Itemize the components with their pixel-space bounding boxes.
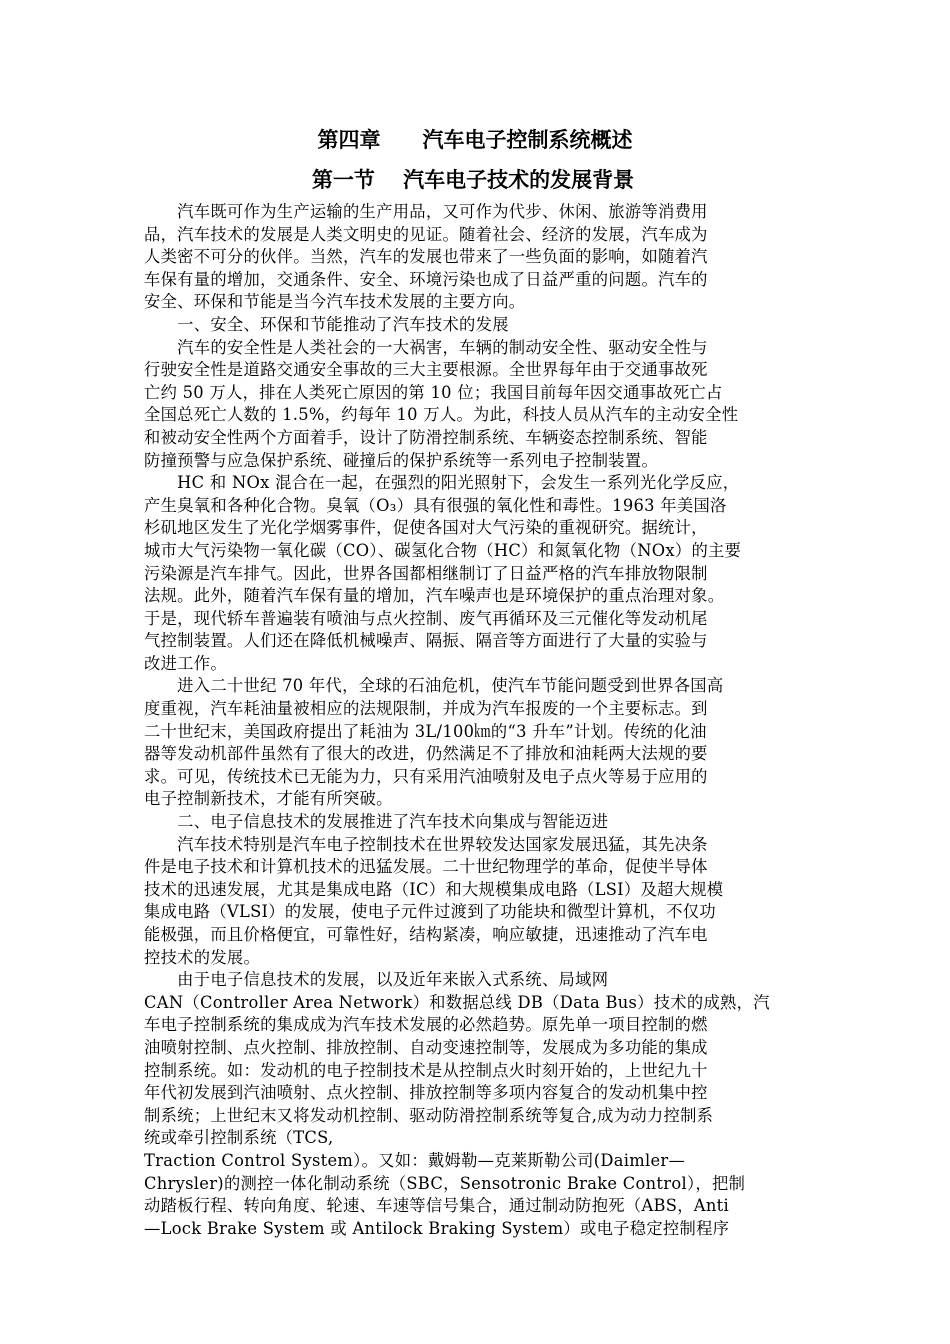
text-line: —Lock Brake System 或 Antilock Braking System）或电子稳定控制程序 bbox=[144, 1218, 730, 1238]
text-line: 统或牵引控制系统（TCS, bbox=[144, 1128, 334, 1148]
text-line: 汽车技术特别是汽车电子控制技术在世界较发达国家发展迅猛，其先决条 bbox=[144, 834, 708, 854]
text-line: 气控制装置。人们还在降低机械噪声、隔振、隔音等方面进行了大量的实验与 bbox=[144, 631, 708, 651]
text-line: 产生臭氧和各种化合物。臭氧（O₃）具有很强的氧化性和毒性。1963 年美国洛 bbox=[144, 495, 727, 515]
text-line: 能极强，而且价格便宜，可靠性好，结构紧凑，响应敏捷，迅速推动了汽车电 bbox=[144, 925, 708, 944]
text-line: 车保有量的增加，交通条件、安全、环境污染也成了日益严重的问题。汽车的 bbox=[144, 269, 708, 289]
text-line: 一、安全、环保和节能推动了汽车技术的发展 bbox=[144, 314, 509, 334]
text-line: 由于电子信息技术的发展，以及近年来嵌入式系统、局域网 bbox=[144, 970, 609, 990]
text-line: 动踏板行程、转向角度、轮速、车速等信号集合，通过制动防抱死（ABS，Anti bbox=[144, 1196, 729, 1216]
text-line: 汽车既可作为生产运输的生产用品，又可作为代步、休闲、旅游等消费用 bbox=[144, 202, 708, 221]
text-line: 车电子控制系统的集成成为汽车技术发展的必然趋势。原先单一项目控制的燃 bbox=[144, 1015, 708, 1035]
text-line: 亡约 50 万人，排在人类死亡原因的第 10 位；我国目前每年因交通事故死亡占 bbox=[144, 382, 723, 402]
text-line: 油喷射控制、点火控制、排放控制、自动变速控制等，发展成为多功能的集成 bbox=[144, 1037, 708, 1057]
text-line: 控制系统。如：发动机的电子控制技术是从控制点火时刻开始的，上世纪九十 bbox=[144, 1060, 708, 1080]
text-line: 城市大气污染物一氧化碳（CO）、碳氢化合物（HC）和氮氧化物（NOx）的主要 bbox=[144, 540, 742, 560]
text-line: 电子控制新技术，才能有所突破。 bbox=[144, 789, 393, 809]
text-line: 安全、环保和节能是当今汽车技术发展的主要方向。 bbox=[144, 292, 526, 312]
text-line: 行驶安全性是道路交通安全事故的三大主要根源。全世界每年由于交通事故死 bbox=[144, 360, 708, 380]
text-line: 集成电路（VLSI）的发展，使电子元件过渡到了功能块和微型计算机，不仅功 bbox=[144, 902, 716, 922]
text-line: 进入二十世纪 70 年代，全球的石油危机，使汽车节能问题受到世界各国高 bbox=[144, 676, 724, 696]
chapter-title: 第四章 汽车电子控制系统概述 bbox=[317, 128, 633, 152]
text-line: 二、电子信息技术的发展推进了汽车技术向集成与智能迈进 bbox=[144, 812, 609, 832]
text-line: 改进工作。 bbox=[144, 653, 227, 673]
text-line: 度重视，汽车耗油量被相应的法规限制，并成为汽车报废的一个主要标志。到 bbox=[144, 699, 708, 719]
text-line: 二十世纪末，美国政府提出了耗油为 3L/100㎞的“3 升车”计划。传统的化油 bbox=[144, 721, 707, 741]
text-line: 杉矶地区发生了光化学烟雾事件，促使各国对大气污染的重视研究。据统计， bbox=[144, 518, 708, 538]
text-line: 于是，现代轿车普遍装有喷油与点火控制、废气再循环及三元催化等发动机尾 bbox=[144, 608, 708, 628]
text-line: 污染源是汽车排气。因此，世界各国都相继制订了日益严格的汽车排放物限制 bbox=[144, 563, 708, 583]
text-line: 和被动安全性两个方面着手，设计了防滑控制系统、车辆姿态控制系统、智能 bbox=[144, 427, 708, 447]
text-line: 人类密不可分的伙伴。当然，汽车的发展也带来了一些负面的影响，如随着汽 bbox=[144, 247, 708, 267]
text-line: 控技术的发展。 bbox=[144, 947, 261, 967]
text-line: CAN（Controller Area Network）和数据总线 DB（Data Bus）技术的成熟，汽 bbox=[144, 992, 770, 1012]
text-line: 品，汽车技术的发展是人类文明史的见证。随着社会、经济的发展，汽车成为 bbox=[144, 224, 708, 244]
text-line: 法规。此外，随着汽车保有量的增加，汽车噪声也是环境保护的重点治理对象。 bbox=[144, 586, 725, 606]
text-line: 技术的迅速发展，尤其是集成电路（IC）和大规模集成电路（LSI）及超大规模 bbox=[144, 879, 724, 899]
text-line: Chrysler)的测控一体化制动系统（SBC，Sensotronic Brake Control），把制 bbox=[144, 1173, 746, 1193]
section-title: 第一节 汽车电子技术的发展背景 bbox=[311, 168, 635, 192]
text-line: 全国总死亡人数的 1.5%，约每年 10 万人。为此，科技人员从汽车的主动安全性 bbox=[144, 405, 739, 425]
body-text bbox=[144, 201, 808, 1240]
text-line: 制系统；上世纪末又将发动机控制、驱动防滑控制系统等复合,成为动力控制系 bbox=[144, 1105, 714, 1125]
text-line: 年代初发展到汽油喷射、点火控制、排放控制等多项内容复合的发动机集中控 bbox=[144, 1083, 708, 1103]
text-line: 求。可见，传统技术已无能为力，只有采用汽油喷射及电子点火等易于应用的 bbox=[144, 766, 708, 786]
text-line: 汽车的安全性是人类社会的一大祸害，车辆的制动安全性、驱动安全性与 bbox=[144, 337, 708, 357]
text-line: 器等发动机部件虽然有了很大的改进，仍然满足不了排放和油耗两大法规的要 bbox=[144, 744, 708, 764]
headings bbox=[0, 122, 950, 198]
text-line: 防撞预警与应急保护系统、碰撞后的保护系统等一系列电子控制装置。 bbox=[144, 450, 659, 470]
text-line: Traction Control System）。又如：戴姆勒—克莱斯勒公司(Daimler— bbox=[144, 1150, 686, 1170]
text-line: HC 和 NOx 混合在一起，在强烈的阳光照射下，会发生一系列光化学反应， bbox=[144, 473, 740, 493]
text-line: 件是电子技术和计算机技术的迅猛发展。二十世纪物理学的革命，促使半导体 bbox=[144, 857, 708, 877]
